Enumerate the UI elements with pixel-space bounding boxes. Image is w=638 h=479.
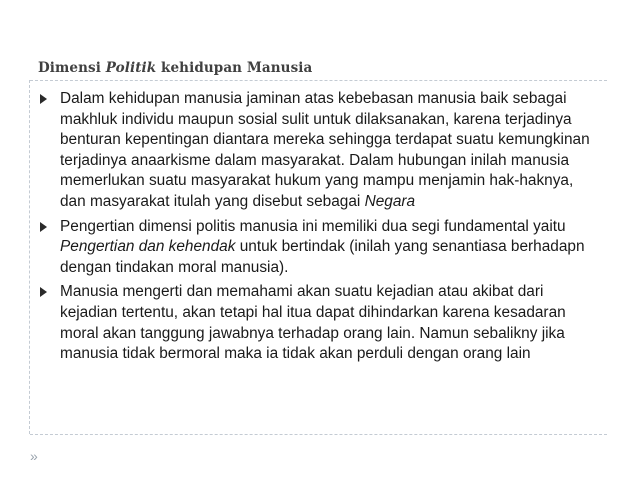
bullet-item [38, 282, 602, 364]
left-divider [29, 80, 30, 434]
double-chevron-right-icon: » [30, 448, 38, 464]
title-divider [30, 80, 607, 81]
bottom-divider [30, 434, 607, 435]
title-text: Dimensi [38, 60, 106, 76]
bullet-text-part: Dalam kehidupan manusia jaminan atas kebebasan manusia baik sebagai makhluk individu maupun sosial sulit untuk dilaksanakan, karena terjadinya benturan kepentingan diantara mereka sehingga terdapat suatu kemungkinan terjadinya anaarkisme dalam masyarakat. Dalam hubungan inilah manusia memerlukan suatu masyarakat hukum yang mampu menjamin hak-haknya, dan masyarakat itulah yang disebut sebagai [60, 90, 590, 210]
triangle-bullet-icon [40, 222, 47, 232]
triangle-bullet-icon [40, 94, 47, 104]
bullet-text-part: Manusia mengerti dan memahami akan suatu kejadian atau akibat dari kejadian tertentu, akan tetapi hal itua dapat dihindarkan karena kesadaran moral akan tanggung jawabnya terhadap orang lain. Namun sebalikny jika manusia tidak bermoral maka ia tidak akan perduli dengan orang lain [60, 283, 566, 363]
bullet-text-part: untuk bertindak (inilah yang senantiasa berhadapn dengan tindakan moral manusia). [60, 238, 585, 276]
bullet-text [60, 89, 602, 213]
triangle-bullet-icon [40, 287, 47, 297]
title-italic-text: Politik [105, 60, 157, 76]
bullet-italic-text: Negara [364, 192, 416, 210]
bullet-list [38, 89, 602, 369]
title-text-end: kehidupan Manusia [156, 60, 313, 76]
slide-title [38, 60, 312, 76]
bullet-item [38, 217, 602, 279]
bullet-italic-text: Pengertian dan kehendak [60, 238, 236, 256]
bullet-text [60, 217, 602, 279]
bullet-text-part: Pengertian dimensi politis manusia ini memiliki dua segi fundamental yaitu [60, 217, 566, 235]
bullet-item [38, 89, 602, 213]
bullet-text [60, 282, 602, 364]
